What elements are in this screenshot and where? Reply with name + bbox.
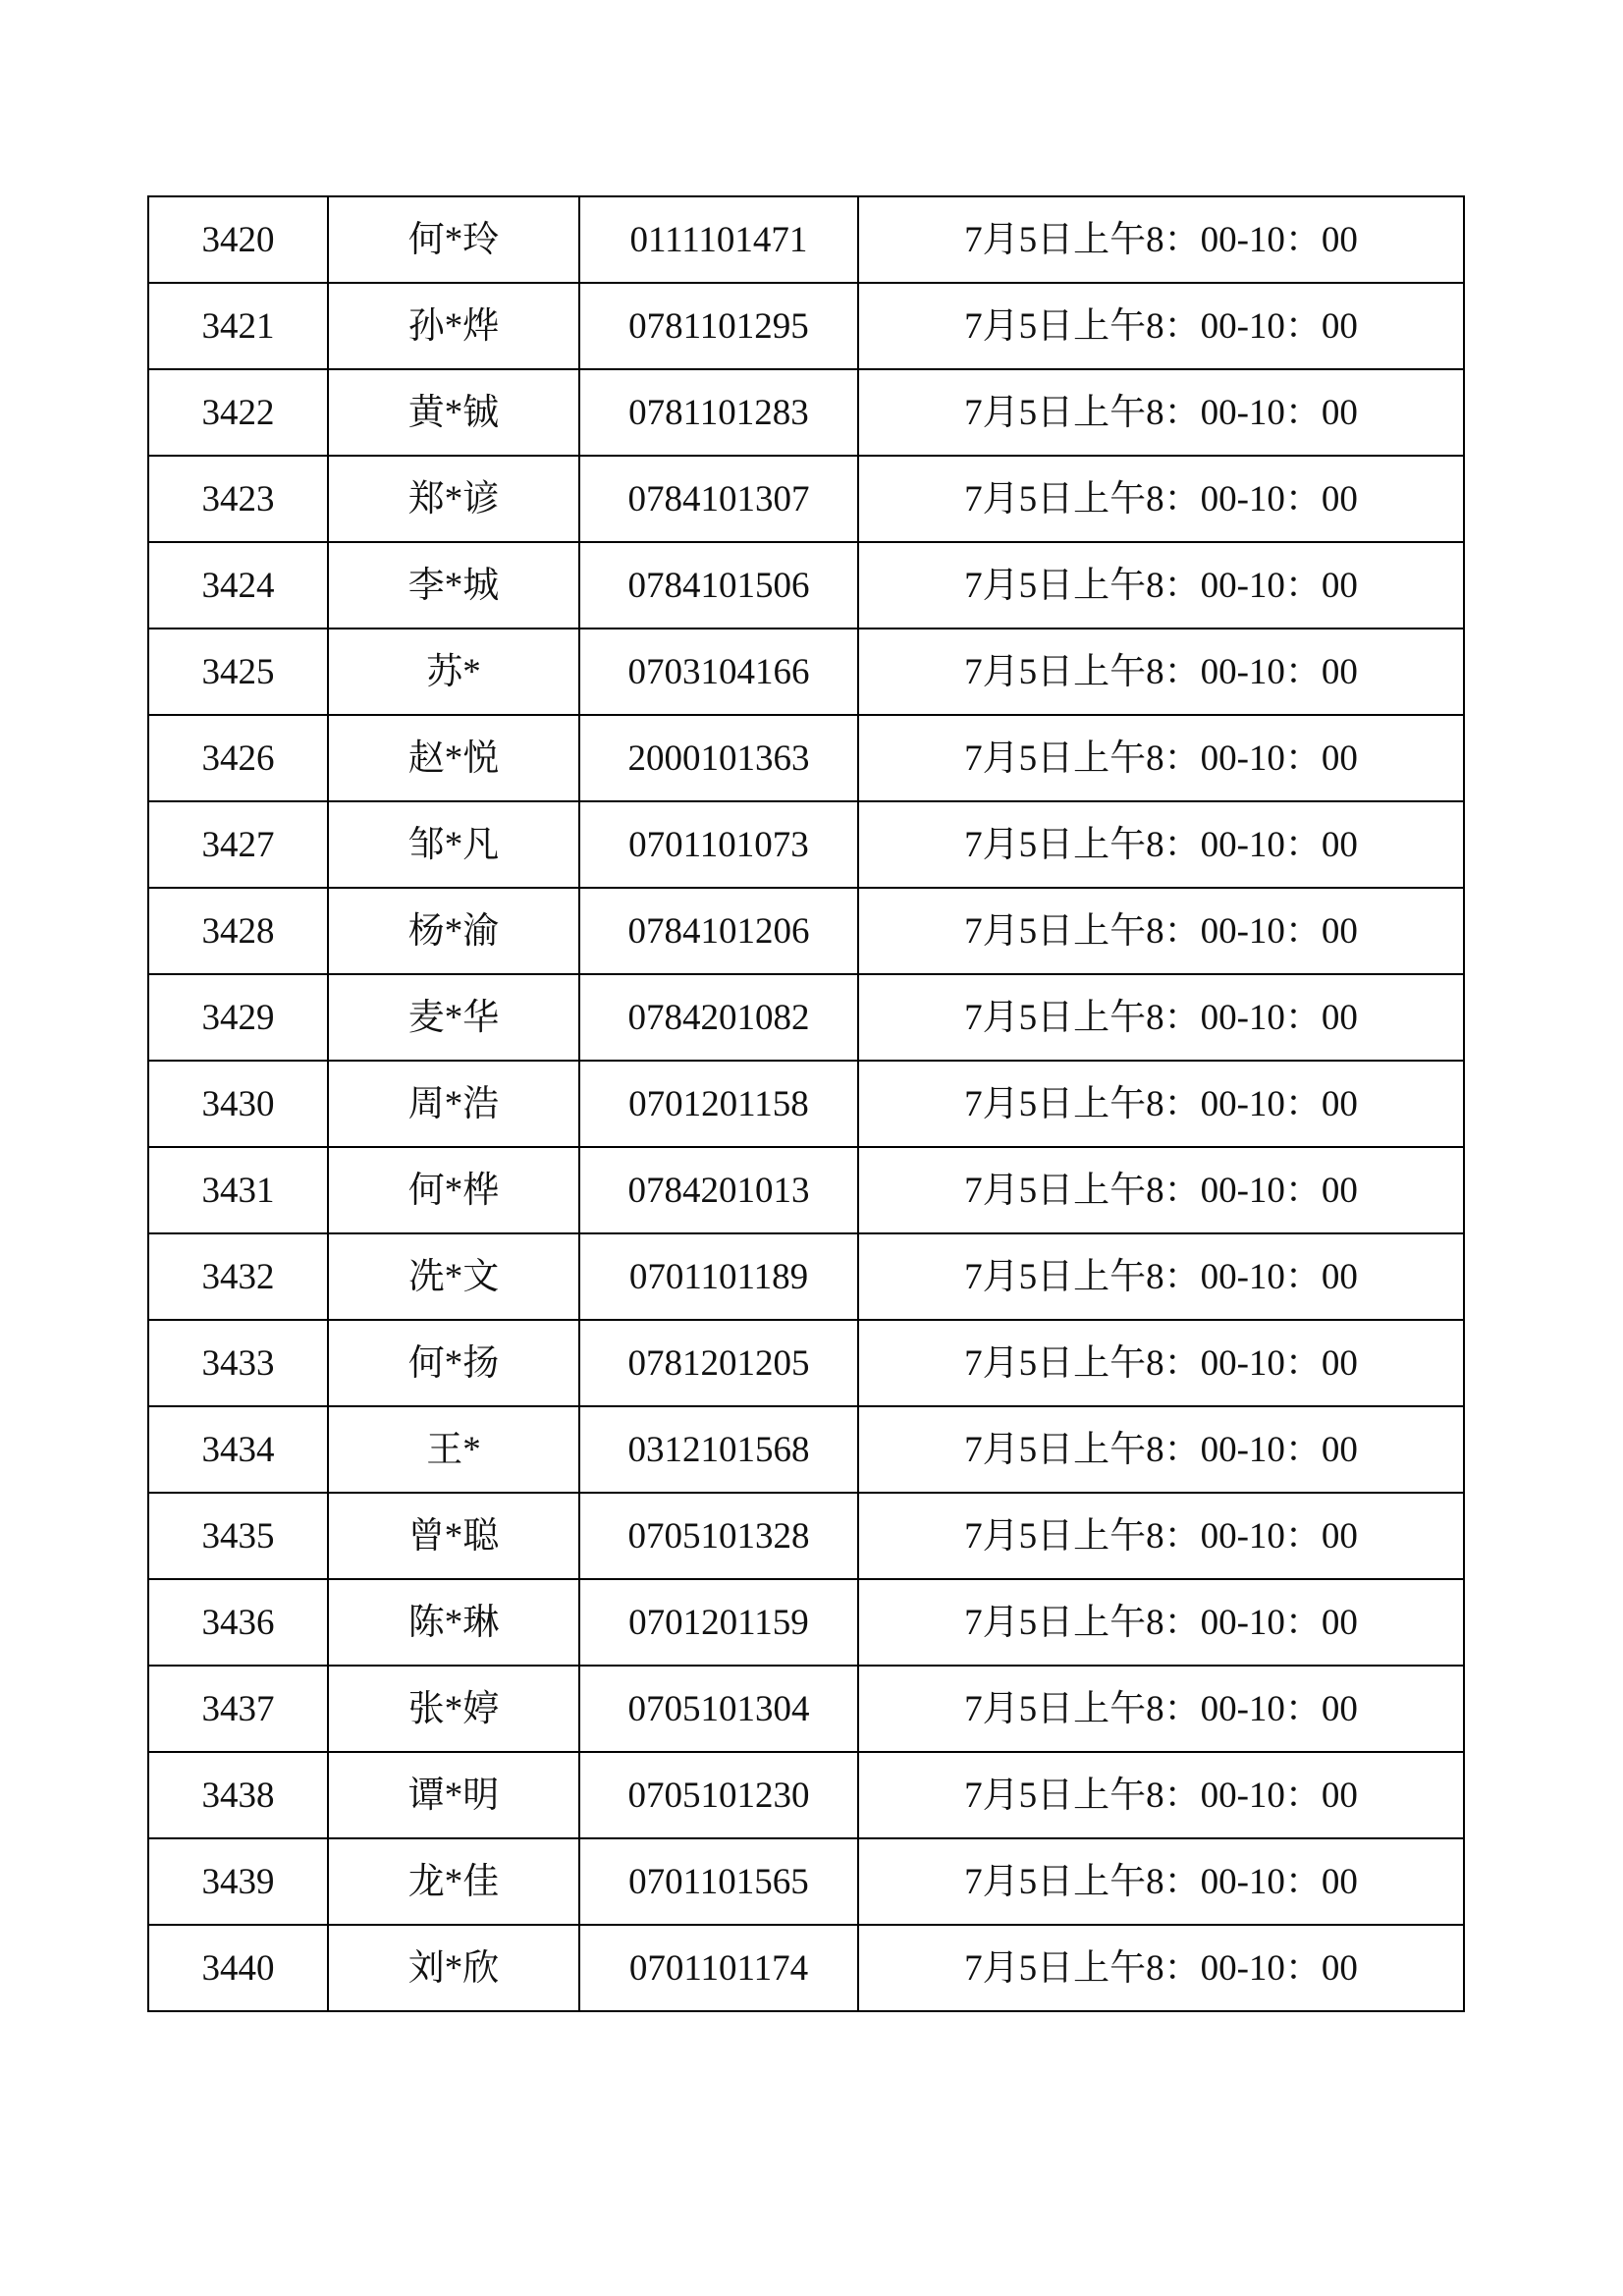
table-row [148,974,1464,1061]
name-cell: 冼*文 [328,1233,579,1320]
time-cell: 7月5日上午8：00-10：00 [858,456,1464,542]
seq-cell: 3433 [148,1320,328,1406]
name-cell: 苏* [328,629,579,715]
table-row [148,1406,1464,1493]
id-cell: 0781101283 [579,369,858,456]
time-cell: 7月5日上午8：00-10：00 [858,1061,1464,1147]
table-row [148,1925,1464,2011]
table-row [148,196,1464,283]
name-cell: 何*桦 [328,1147,579,1233]
id-cell: 0705101304 [579,1666,858,1752]
time-cell: 7月5日上午8：00-10：00 [858,888,1464,974]
id-cell: 0701201158 [579,1061,858,1147]
seq-cell: 3437 [148,1666,328,1752]
table-row [148,1579,1464,1666]
seq-cell: 3427 [148,801,328,888]
name-cell: 何*扬 [328,1320,579,1406]
time-cell: 7月5日上午8：00-10：00 [858,1406,1464,1493]
seq-cell: 3436 [148,1579,328,1666]
name-cell: 杨*渝 [328,888,579,974]
id-cell: 0705101328 [579,1493,858,1579]
id-cell: 0784201082 [579,974,858,1061]
table-row [148,1838,1464,1925]
id-cell: 0784101206 [579,888,858,974]
table-row [148,283,1464,369]
table-row [148,456,1464,542]
time-cell: 7月5日上午8：00-10：00 [858,1493,1464,1579]
seq-cell: 3422 [148,369,328,456]
name-cell: 周*浩 [328,1061,579,1147]
name-cell: 黄*铖 [328,369,579,456]
name-cell: 邹*凡 [328,801,579,888]
name-cell: 曾*聪 [328,1493,579,1579]
id-cell: 0703104166 [579,629,858,715]
table-row [148,1320,1464,1406]
table-row [148,888,1464,974]
seq-cell: 3440 [148,1925,328,2011]
seq-cell: 3430 [148,1061,328,1147]
time-cell: 7月5日上午8：00-10：00 [858,715,1464,801]
id-cell: 2000101363 [579,715,858,801]
id-cell: 0111101471 [579,196,858,283]
time-cell: 7月5日上午8：00-10：00 [858,369,1464,456]
seq-cell: 3420 [148,196,328,283]
seq-cell: 3438 [148,1752,328,1838]
seq-cell: 3425 [148,629,328,715]
id-cell: 0701101565 [579,1838,858,1925]
table-row [148,715,1464,801]
time-cell: 7月5日上午8：00-10：00 [858,1320,1464,1406]
table-row [148,629,1464,715]
name-cell: 郑*谚 [328,456,579,542]
id-cell: 0701101174 [579,1925,858,2011]
name-cell: 龙*佳 [328,1838,579,1925]
time-cell: 7月5日上午8：00-10：00 [858,542,1464,629]
time-cell: 7月5日上午8：00-10：00 [858,1925,1464,2011]
id-cell: 0784101307 [579,456,858,542]
table-row [148,1666,1464,1752]
seq-cell: 3432 [148,1233,328,1320]
time-cell: 7月5日上午8：00-10：00 [858,1838,1464,1925]
name-cell: 张*婷 [328,1666,579,1752]
id-cell: 0701101189 [579,1233,858,1320]
id-cell: 0784101506 [579,542,858,629]
seq-cell: 3435 [148,1493,328,1579]
time-cell: 7月5日上午8：00-10：00 [858,1147,1464,1233]
name-cell: 刘*欣 [328,1925,579,2011]
schedule-table [147,195,1465,2012]
name-cell: 王* [328,1406,579,1493]
table-row [148,369,1464,456]
id-cell: 0781101295 [579,283,858,369]
seq-cell: 3424 [148,542,328,629]
name-cell: 陈*琳 [328,1579,579,1666]
seq-cell: 3423 [148,456,328,542]
name-cell: 孙*烨 [328,283,579,369]
table-row [148,542,1464,629]
time-cell: 7月5日上午8：00-10：00 [858,196,1464,283]
id-cell: 0784201013 [579,1147,858,1233]
name-cell: 谭*明 [328,1752,579,1838]
time-cell: 7月5日上午8：00-10：00 [858,974,1464,1061]
time-cell: 7月5日上午8：00-10：00 [858,1233,1464,1320]
table-row [148,1061,1464,1147]
seq-cell: 3421 [148,283,328,369]
seq-cell: 3431 [148,1147,328,1233]
name-cell: 李*城 [328,542,579,629]
time-cell: 7月5日上午8：00-10：00 [858,283,1464,369]
seq-cell: 3428 [148,888,328,974]
table-row [148,801,1464,888]
time-cell: 7月5日上午8：00-10：00 [858,1579,1464,1666]
name-cell: 何*玲 [328,196,579,283]
id-cell: 0701201159 [579,1579,858,1666]
seq-cell: 3439 [148,1838,328,1925]
time-cell: 7月5日上午8：00-10：00 [858,801,1464,888]
name-cell: 麦*华 [328,974,579,1061]
time-cell: 7月5日上午8：00-10：00 [858,629,1464,715]
name-cell: 赵*悦 [328,715,579,801]
table-body [148,196,1464,2011]
table-row [148,1493,1464,1579]
table-row [148,1233,1464,1320]
table-row [148,1752,1464,1838]
seq-cell: 3426 [148,715,328,801]
id-cell: 0701101073 [579,801,858,888]
id-cell: 0312101568 [579,1406,858,1493]
id-cell: 0705101230 [579,1752,858,1838]
seq-cell: 3429 [148,974,328,1061]
time-cell: 7月5日上午8：00-10：00 [858,1666,1464,1752]
time-cell: 7月5日上午8：00-10：00 [858,1752,1464,1838]
table-row [148,1147,1464,1233]
id-cell: 0781201205 [579,1320,858,1406]
seq-cell: 3434 [148,1406,328,1493]
